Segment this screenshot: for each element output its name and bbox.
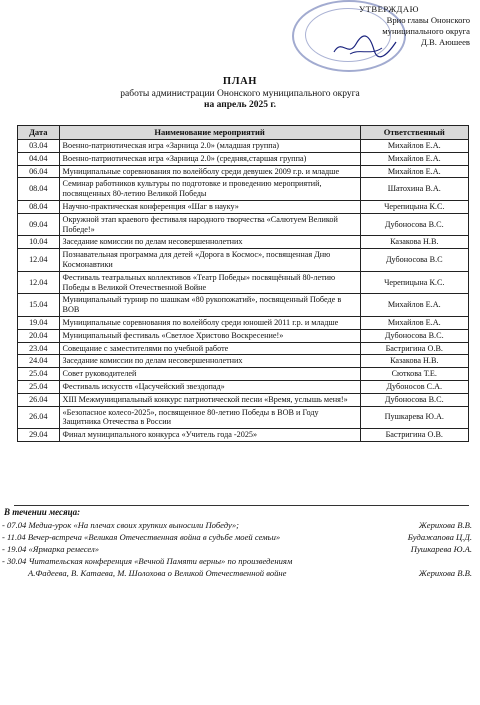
month-item [2, 556, 472, 566]
month-item-text: - 30.04 Читательская конференция «Вечной Памяти верны» по произведениям [2, 556, 293, 566]
events-table [17, 125, 469, 442]
approval-block [300, 4, 470, 48]
cell-date: 09.04 [18, 213, 60, 236]
table-row [18, 429, 469, 442]
table-row [18, 271, 469, 294]
plan-period: на апрель 2025 г. [204, 100, 276, 110]
cell-date: 23.04 [18, 342, 60, 355]
cell-responsible: Михайлов Е.А. [360, 140, 468, 153]
cell-date: 26.04 [18, 406, 60, 429]
table-row [18, 236, 469, 249]
cell-date: 12.04 [18, 271, 60, 294]
column-header-date: Дата [18, 126, 60, 140]
table-row [18, 380, 469, 393]
table-row [18, 249, 469, 272]
table-row [18, 178, 469, 201]
month-item [2, 532, 472, 542]
column-header-responsible: Ответственный [360, 126, 468, 140]
cell-responsible: Дубоносова В.С [360, 249, 468, 272]
cell-responsible: Михайлов Е.А. [360, 165, 468, 178]
table-bottom-rule [14, 505, 469, 506]
cell-date: 25.04 [18, 368, 60, 381]
cell-event: Муниципальные соревнования по волейболу среди юношей 2011 г.р. и младше [59, 316, 360, 329]
table-row [18, 329, 469, 342]
cell-date: 19.04 [18, 316, 60, 329]
cell-responsible: Михайлов Е.А. [360, 316, 468, 329]
month-item-text: А.Фадеева, В. Катаева, М. Шолохова о Великой Отечественной войне [28, 568, 287, 578]
cell-responsible: Михайлов Е.А. [360, 294, 468, 317]
month-item-text: - 07.04 Медиа-урок «На плечах своих хрупких выносили Победу»; [2, 520, 239, 530]
cell-date: 20.04 [18, 329, 60, 342]
cell-responsible: Михайлов Е.А. [360, 152, 468, 165]
month-item-responsible: Будажапова Ц.Д. [407, 532, 472, 542]
approval-line: муниципального округа [382, 26, 470, 36]
cell-event: Семинар работников культуры по подготовке и проведению мероприятий, посвященных 80-летию Великой Победы [59, 178, 360, 201]
cell-event: Окружной этап краевого фестиваля народного творчества «Салютуем Великой Победе!» [59, 213, 360, 236]
cell-responsible: Дубоносова В.С. [360, 393, 468, 406]
cell-event: Научно-практическая конференция «Шаг в науку» [59, 200, 360, 213]
cell-date: 10.04 [18, 236, 60, 249]
month-item [2, 544, 472, 554]
table-row [18, 393, 469, 406]
cell-date: 29.04 [18, 429, 60, 442]
cell-date: 24.04 [18, 355, 60, 368]
cell-date: 15.04 [18, 294, 60, 317]
month-item [2, 520, 472, 530]
table-header-row [18, 126, 469, 140]
cell-event: Познавательная программа для детей «Дорога в Космос», посвященная Дню Космонавтики [59, 249, 360, 272]
cell-responsible: Черепицына К.С. [360, 200, 468, 213]
cell-responsible: Пушкарева Ю.А. [360, 406, 468, 429]
cell-event: Военно-патриотическая игра «Зарница 2.0» (младшая группа) [59, 140, 360, 153]
table-row [18, 368, 469, 381]
cell-date: 06.04 [18, 165, 60, 178]
table-row [18, 406, 469, 429]
table-row [18, 294, 469, 317]
cell-responsible: Казакова Н.В. [360, 355, 468, 368]
cell-event: Военно-патриотическая игра «Зарница 2.0» (средняя,старшая группа) [59, 152, 360, 165]
cell-event: Совет руководителей [59, 368, 360, 381]
cell-event: Финал муниципального конкурса «Учитель года -2025» [59, 429, 360, 442]
approval-signatory: Д.В. Аюшеев [421, 37, 470, 47]
cell-event: Муниципальный турнир по шашкам «80 рукопожатий», посвященный Победе в ВОВ [59, 294, 360, 317]
table-row [18, 213, 469, 236]
month-item-text: - 19.04 «Ярмарка ремесел» [2, 544, 100, 554]
cell-event: Муниципальные соревнования по волейболу среди девушек 2009 г.р. и младше [59, 165, 360, 178]
cell-responsible: Бастригина О.В. [360, 342, 468, 355]
cell-responsible: Черепицына К.С. [360, 271, 468, 294]
approval-line: Врио главы Ононского [386, 15, 470, 25]
table-row [18, 316, 469, 329]
cell-date: 04.04 [18, 152, 60, 165]
cell-date: 08.04 [18, 200, 60, 213]
month-item-responsible: Жерихова В.В. [418, 520, 472, 530]
cell-date: 03.04 [18, 140, 60, 153]
table-row [18, 152, 469, 165]
plan-title: ПЛАН [222, 76, 258, 87]
approval-head: УТВЕРЖДАЮ [359, 4, 419, 14]
table-row [18, 355, 469, 368]
cell-date: 08.04 [18, 178, 60, 201]
cell-event: Совещание с заместителями по учебной работе [59, 342, 360, 355]
cell-responsible: Бастригина О.В. [360, 429, 468, 442]
cell-responsible: Казакова Н.В. [360, 236, 468, 249]
cell-event: Фестиваль искусств «Цасучейский звездопад» [59, 380, 360, 393]
month-item-responsible: Пушкарева Ю.А. [410, 544, 472, 554]
cell-event: Фестиваль театральных коллективов «Театр Победы» посвящённый 80-летию Победы в Великой Отечественной Войне [59, 271, 360, 294]
cell-responsible: Сюткова Т.Е. [360, 368, 468, 381]
cell-event: Заседание комиссии по делам несовершеннолетних [59, 236, 360, 249]
cell-date: 12.04 [18, 249, 60, 272]
table-row [18, 140, 469, 153]
cell-event: Муниципальный фестиваль «Светлое Христово Воскресение!» [59, 329, 360, 342]
cell-responsible: Дубоносова В.С. [360, 213, 468, 236]
cell-event: XIII Межмуниципальный конкурс патриотической песни «Время, услышь меня!» [59, 393, 360, 406]
table-row [18, 200, 469, 213]
cell-responsible: Дубоносов С.А. [360, 380, 468, 393]
cell-date: 25.04 [18, 380, 60, 393]
cell-responsible: Шатохина В.А. [360, 178, 468, 201]
table-row [18, 342, 469, 355]
cell-event: «Безопасное колесо-2025», посвященное 80-летию Победы в ВОВ и Году Защитника Отечества в России [59, 406, 360, 429]
month-item-text: - 11.04 Вечер-встреча «Великая Отечественная война в судьбе моей семьи» [2, 532, 281, 542]
month-item-responsible: Жерихова В.В. [418, 568, 472, 578]
cell-event: Заседание комиссии по делам несовершеннолетних [59, 355, 360, 368]
cell-date: 26.04 [18, 393, 60, 406]
month-item [28, 568, 472, 578]
column-header-event: Наименование мероприятий [59, 126, 360, 140]
month-heading: В течении месяца: [4, 507, 81, 517]
plan-subtitle: работы администрации Ононского муниципального округа [120, 89, 360, 99]
table-row [18, 165, 469, 178]
cell-responsible: Дубоносова В.С. [360, 329, 468, 342]
